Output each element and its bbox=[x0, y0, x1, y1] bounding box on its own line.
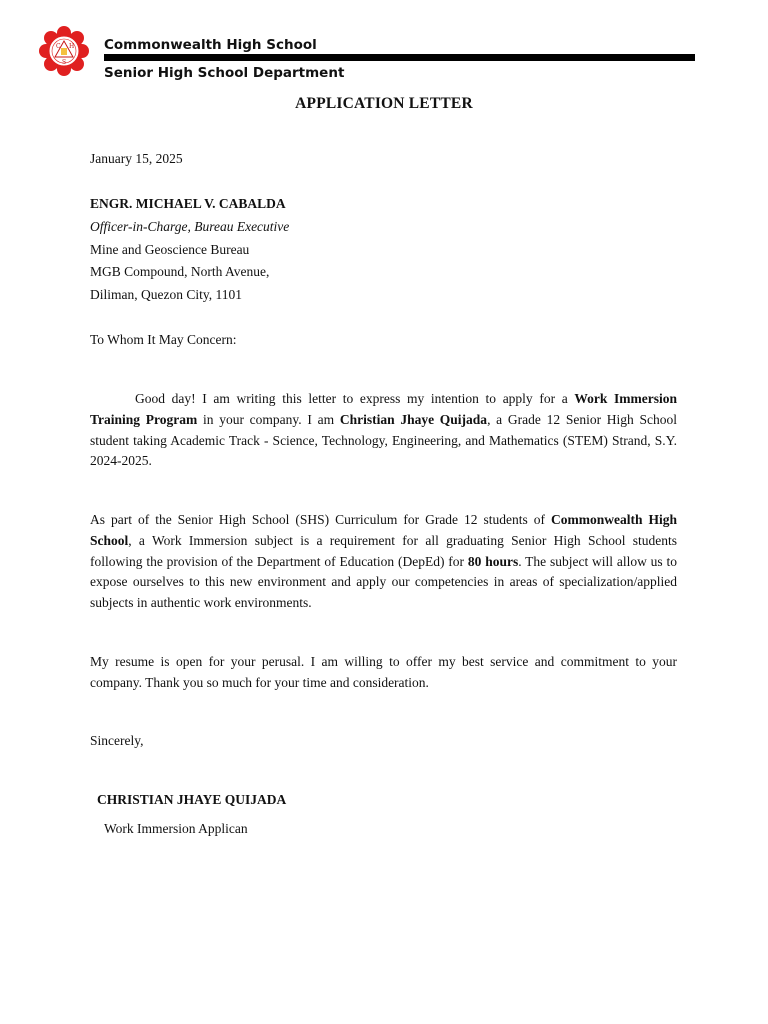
paragraph2-text-2: , a Work Immersion subject is a requirement for all graduating Senior High School students following the provision of the Department of Education (DepEd) for bbox=[90, 532, 677, 569]
school-name-inline: Commonwealth High School bbox=[90, 512, 677, 548]
body-paragraph-1 bbox=[90, 389, 677, 472]
school-name: Commonwealth High School bbox=[104, 37, 317, 53]
seal-letter-bottom: S bbox=[62, 59, 67, 66]
paragraph1-text-2: in your company. I am bbox=[197, 411, 340, 427]
paragraph2-text-1: As part of the Senior High School (SHS) Curriculum for Grade 12 students of bbox=[90, 512, 551, 527]
letter-date: January 15, 2025 bbox=[90, 151, 183, 166]
applicant-name-inline: Christian Jhaye Quijada bbox=[339, 411, 488, 427]
body-paragraph-3: My resume is open for your perusal. I am willing to offer my best service and commitment to your company. Thank you so much for your time and consideration. bbox=[90, 654, 677, 690]
body-paragraph-2 bbox=[90, 510, 677, 614]
paragraph1-text-1: Good day! I am writing this letter to express my intention to apply for a bbox=[135, 391, 575, 406]
seal-letter-top: C bbox=[56, 43, 61, 50]
signatory-role: Work Immersion Applican bbox=[104, 821, 248, 836]
seal-letter-right: H bbox=[69, 43, 75, 50]
signatory-name: CHRISTIAN JHAYE QUIJADA bbox=[97, 792, 287, 807]
program-name: Work Immersion Training Program bbox=[90, 391, 678, 427]
document-title: APPLICATION LETTER bbox=[295, 95, 473, 112]
paragraph1-text-3: , a Grade 12 Senior High School student taking Academic Track - Science, Technology, Engineering, and Mathematics (STEM) Strand, S.Y. 2024-2025. bbox=[90, 411, 678, 469]
closing: Sincerely, bbox=[90, 733, 144, 748]
recipient-position: Officer-in-Charge, Bureau Executive bbox=[90, 219, 290, 234]
required-hours: 80 hours bbox=[467, 553, 519, 569]
recipient-name: ENGR. MICHAEL V. CABALDA bbox=[90, 196, 286, 211]
header-divider bbox=[104, 54, 695, 61]
recipient-address-line2: Diliman, Quezon City, 1101 bbox=[90, 287, 242, 302]
recipient-address-line1: MGB Compound, North Avenue, bbox=[90, 264, 270, 279]
recipient-office: Mine and Geoscience Bureau bbox=[90, 242, 250, 257]
paragraph2-text-3: . The subject will allow us to expose ourselves to this new environment and apply our competencies in areas of specialization/applied subjects in authentic work environments. bbox=[90, 553, 678, 611]
school-seal-icon bbox=[34, 26, 94, 76]
department-name: Senior High School Department bbox=[104, 65, 345, 81]
salutation: To Whom It May Concern: bbox=[90, 332, 237, 347]
